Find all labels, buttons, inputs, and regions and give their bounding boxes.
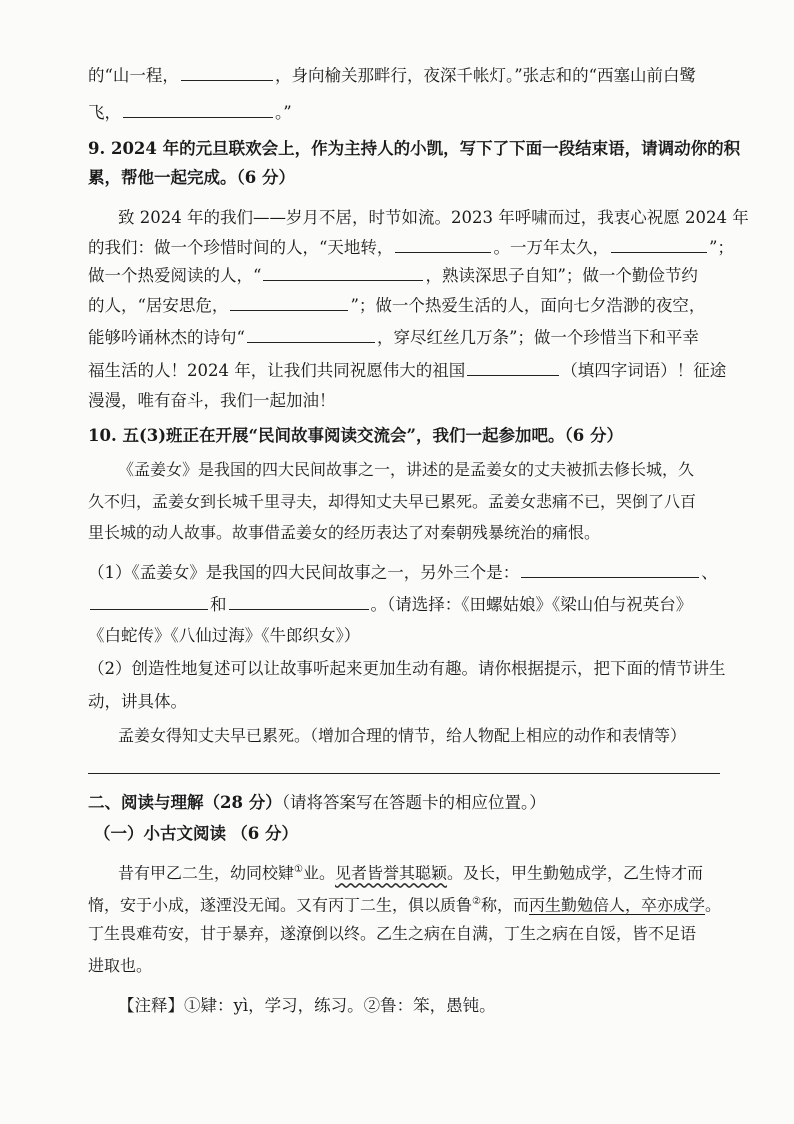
answer-blank[interactable] (90, 591, 208, 610)
answer-line (88, 773, 720, 774)
q10-part1-line1: （1）《孟姜女》是我国的四大民间故事之一，另外三个是： 、 (88, 559, 794, 585)
answer-blank[interactable] (521, 559, 699, 578)
answer-blank[interactable] (263, 262, 423, 281)
poem-line-2: 飞， 。” (88, 99, 794, 125)
classical-text-3: 丁生畏难苟安，甘于暴弃，遂潦倒以终。乙生之病在自满，丁生之病在自馁，皆不足语 (88, 924, 697, 943)
q9-para-5: 能够吟诵林杰的诗句“ ，穿尽红丝几万条”；做一个珍惜当下和平幸 (88, 324, 794, 350)
poem-line-1: 的“山一程， ，身向榆关那畔行，夜深千帐灯。”张志和的“西塞山前白鹭 (88, 62, 794, 88)
q9-para-3: 做一个热爱阅读的人，“ ，熟读深思子自知”；做一个勤俭节约 (88, 262, 794, 288)
answer-blank[interactable] (181, 62, 273, 81)
answer-blank[interactable] (467, 357, 559, 376)
answer-blank[interactable] (229, 591, 369, 610)
answer-blank[interactable] (611, 234, 707, 253)
wavy-underlined-text: 见者皆誉其聪颖 (335, 863, 448, 883)
q10-story-3: 里长城的动人故事。故事借孟姜女的经历表达了对秦朝残暴统治的痛恨。 (88, 523, 601, 542)
q10-title: 10. 五(3)班正在开展“民间故事阅读交流会”，我们一起参加吧。（6 分） (88, 426, 624, 445)
classical-text-2: 惰，安于小成，遂湮没无闻。又有丙丁二生，俱以质鲁②称，而丙生勤勉倍人，卒亦成学。 (88, 895, 722, 915)
q9-title-1: 9. 2024 年的元旦联欢会上，作为主持人的小凯，写下了下面一段结束语，请调动你的积 (88, 139, 741, 158)
q10-part2-line2: 动，讲具体。 (88, 692, 187, 711)
classical-text-4: 进取也。 (88, 956, 153, 975)
q10-part2-prompt: 孟姜女得知丈夫早已累死。（增加合理的情节，给人物配上相应的动作和表情等） (118, 726, 687, 745)
answer-blank[interactable] (247, 324, 375, 343)
q10-part1-line3: 《白蛇传》《八仙过海》《牛郎织女》） (88, 626, 361, 645)
q9-para-7: 漫漫，唯有奋斗，我们一起加油！ (88, 391, 336, 410)
q9-para-1: 致 2024 年的我们——岁月不居，时节如流。2023 年呼啸而过，我衷心祝愿 2024 年 (118, 208, 749, 227)
q9-para-6: 福生活的人！2024 年，让我们共同祝愿伟大的祖国 （填四字词语）！征途 (88, 357, 794, 383)
q9-para-2: 的我们：做一个珍惜时间的人，“天地转， 。一万年太久， ”； (88, 234, 794, 260)
answer-blank[interactable] (230, 292, 348, 311)
q10-story-1: 《孟姜女》是我国的四大民间故事之一，讲述的是孟姜女的丈夫被抓去修长城，久 (118, 460, 695, 479)
underlined-text: 丙生勤勉倍人，卒亦成学 (529, 895, 706, 915)
section2-subtitle: （一）小古文阅读 （6 分） (94, 824, 298, 843)
q10-part1-line2: 和 。（请选择：《田螺姑娘》《梁山伯与祝英台》 (88, 591, 794, 617)
q9-para-4: 的人，“居安思危， ”；做一个热爱生活的人，面向七夕浩渺的夜空， (88, 292, 794, 318)
q9-title-2: 累，帮他一起完成。（6 分） (88, 168, 295, 187)
answer-blank[interactable] (123, 99, 273, 118)
q10-story-2: 久不归，孟姜女到长城千里寻夫，却得知丈夫早已累死。孟姜女悲痛不已，哭倒了八百 (88, 492, 697, 511)
annotation-note: 【注释】①肄：yì，学习，练习。②鲁：笨，愚钝。 (118, 996, 496, 1015)
answer-blank[interactable] (395, 234, 491, 253)
q10-part2-line1: （2）创造性地复述可以让故事听起来更加生动有趣。请你根据提示，把下面的情节讲生 (88, 659, 726, 678)
classical-text-1: 昔有甲乙二生，幼同校肄①业。见者皆誉其聪颖。及长，甲生勤勉成学，乙生恃才而 (118, 863, 704, 883)
section2-title: 二、阅读与理解（28 分）（请将答案写在答题卡的相应位置。） (88, 793, 546, 812)
